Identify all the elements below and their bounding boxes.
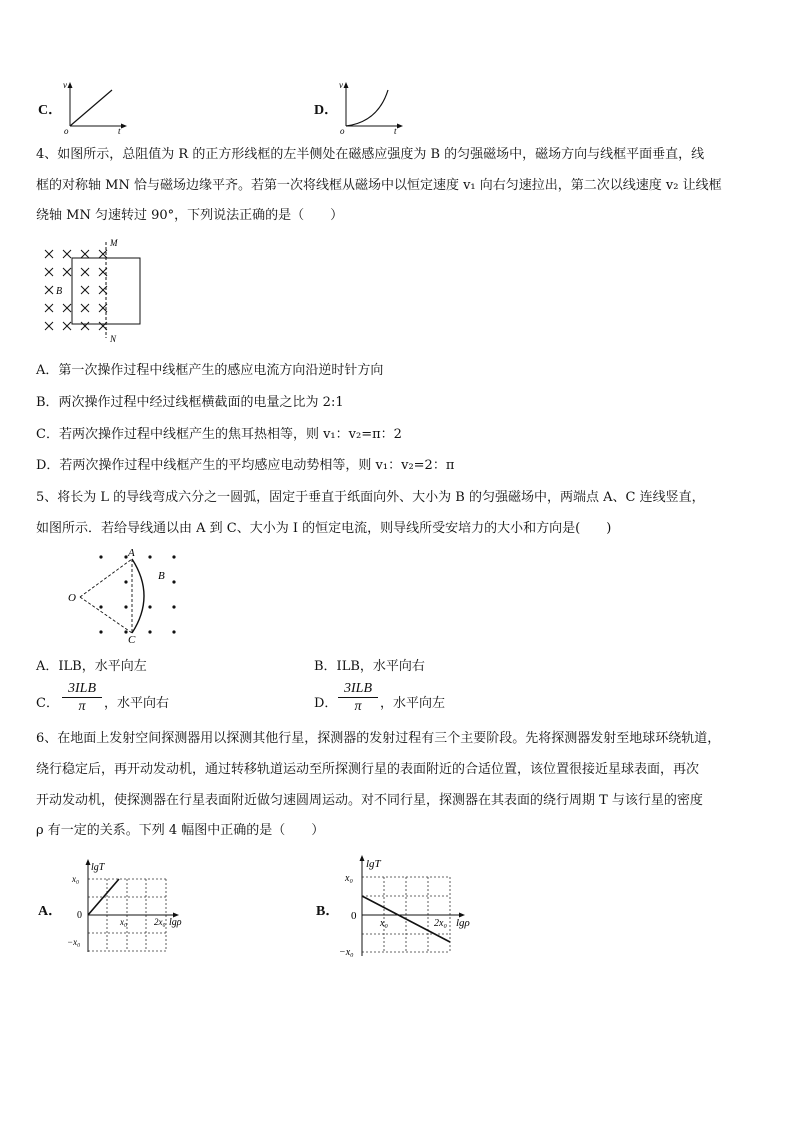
q4-label-m: M: [110, 238, 118, 248]
q6-option-b-label: B．: [316, 904, 340, 919]
q3-c-axis-o: o: [64, 126, 69, 136]
q5-option-a: A．ILB，水平向左: [36, 659, 147, 674]
q4-option-d: D．若两次操作过程中线框产生的平均感应电动势相等，则 v₁：v₂=2：π: [36, 458, 455, 473]
arc-wire: [132, 559, 144, 633]
tick-y-pos: x₀: [72, 874, 80, 884]
q6-stem-line-2: 绕行稳定后，再开动发动机，通过转移轨道运动至所探测行星的表面附近的合适位置，该位置很接近星球表面，再次: [36, 762, 700, 777]
q5-option-d-direction: ，水平向左: [380, 696, 446, 711]
axis-x-label: lgρ: [456, 917, 470, 929]
q5-option-c-fraction: [62, 680, 102, 716]
q4-option-a: A．第一次操作过程中线框产生的感应电流方向沿逆时针方向: [36, 363, 384, 378]
tick-y-neg: −x₀: [67, 937, 81, 947]
tick-y-pos: x₀: [345, 873, 353, 884]
q4-magnetic-field-figure: [38, 234, 150, 344]
q3-option-c-graph: [62, 80, 130, 136]
q4-option-c: C．若两次操作过程中线框产生的焦耳热相等，则 v₁：v₂=π：2: [36, 427, 402, 442]
tick-x1: x₀: [120, 917, 128, 927]
fraction-numerator: 3ILB: [338, 680, 378, 698]
q6-option-b-graph: [338, 852, 488, 960]
axis-x-label: lgρ: [169, 917, 182, 928]
q5-label-o: O: [68, 592, 76, 604]
q4-stem-line-1: 4、如图所示，总阻值为 R 的正方形线框的左半侧处在磁感应强度为 B 的匀强磁场中，磁场方向与线框平面垂直，线: [36, 147, 705, 162]
q5-label-a: A: [128, 547, 135, 559]
q3-option-d-label: D．: [314, 103, 339, 118]
tick-x2: 2x₀: [434, 918, 447, 929]
q6-option-a-label: A．: [38, 904, 63, 919]
q3-d-axis-t: t: [394, 126, 397, 136]
q5-arc-figure: [64, 545, 188, 645]
q6-option-a-graph: [62, 856, 192, 954]
q5-stem-line-1: 5、将长为 L 的导线弯成六分之一圆弧，固定于垂直于纸面向外、大小为 B 的匀强磁场中，两端点 A、C 连线竖直，: [36, 490, 705, 505]
q5-option-d-label: D．: [314, 696, 338, 711]
q3-option-d-graph: [338, 80, 406, 136]
q4-stem-line-2: 框的对称轴 MN 恰与磁场边缘平齐。若第一次将线框从磁场中以恒定速度 v₁ 向右匀速拉出，第二次以线速度 v₂ 让线框: [36, 178, 722, 193]
q6-stem-line-1: 6、在地面上发射空间探测器用以探测其他行星，探测器的发射过程有三个主要阶段。先将探测器发射至地球环绕轨道，: [36, 731, 721, 746]
tick-y-neg: −x₀: [339, 947, 354, 958]
tick-x1: x₀: [380, 918, 388, 929]
q5-option-c-label: C．: [36, 696, 59, 711]
field-crosses: [45, 250, 107, 330]
axis-y-label: lgT: [91, 862, 105, 873]
tick-x2: 2x₀: [154, 917, 166, 927]
q3-d-axis-o: o: [340, 126, 345, 136]
q3-c-axis-t: t: [118, 126, 121, 136]
tick-zero: 0: [77, 910, 82, 921]
q3-option-c-label: C．: [38, 103, 63, 118]
q5-option-b: B．ILB，水平向右: [314, 659, 425, 674]
q6-stem-line-4: ρ 有一定的关系。下列 4 幅图中正确的是（ ）: [36, 823, 325, 838]
q5-label-b: B: [158, 570, 165, 582]
fraction-numerator: 3ILB: [62, 680, 102, 698]
axis-y-label: lgT: [366, 858, 381, 870]
fraction-denominator: π: [78, 699, 86, 714]
q5-label-c: C: [128, 634, 136, 645]
q5-stem-line-2: 如图所示．若给导线通以由 A 到 C、大小为 I 的恒定电流，则导线所受安培力的大小和方向是( ): [36, 521, 612, 536]
q4-stem-line-3: 绕轴 MN 匀速转过 90°，下列说法正确的是（ ）: [36, 208, 344, 223]
q3-c-axis-v: v: [63, 80, 67, 90]
q4-option-b: B．两次操作过程中经过线框横截面的电量之比为 2:1: [36, 395, 344, 410]
q3-d-axis-v: v: [339, 80, 343, 90]
q5-option-d-fraction: [338, 680, 378, 716]
q4-label-n: N: [110, 334, 117, 344]
q6-stem-line-3: 开动发动机，使探测器在行星表面附近做匀速圆周运动。对不同行星，探测器在其表面的绕行周期 T 与该行星的密度: [36, 793, 703, 808]
q4-label-b: B: [56, 286, 63, 297]
q5-option-c-direction: ，水平向右: [104, 696, 170, 711]
fraction-denominator: π: [354, 699, 362, 714]
tick-zero: 0: [351, 910, 357, 922]
